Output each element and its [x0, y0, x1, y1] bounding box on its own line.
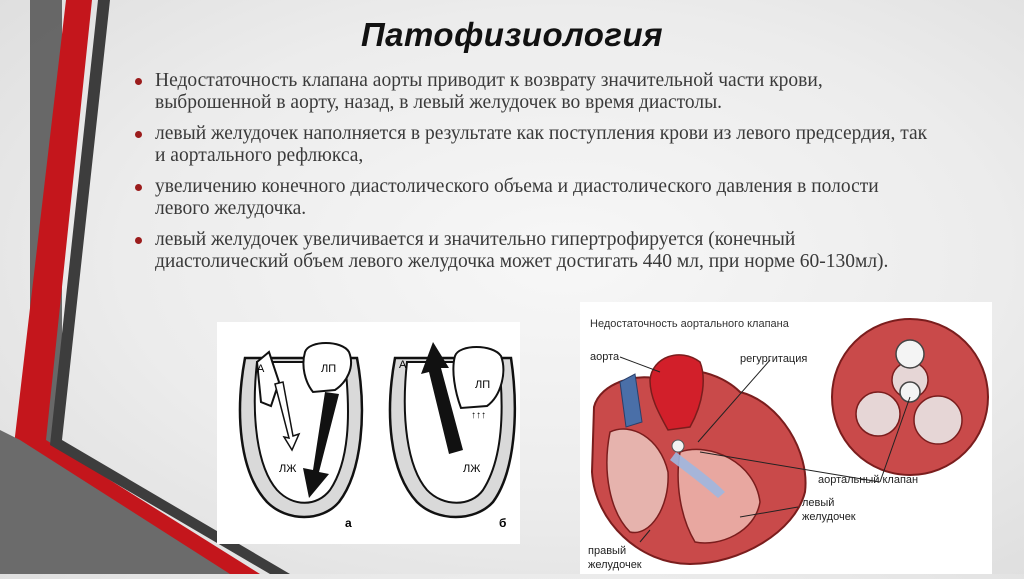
valve-opening	[914, 396, 962, 444]
slide-title: Патофизиология	[360, 16, 664, 53]
heart-schematic-figure	[217, 322, 520, 544]
heart-cross-section	[592, 355, 806, 564]
bullet-item	[132, 176, 932, 220]
bullet-list	[132, 70, 932, 282]
aortic-valve-point	[672, 440, 684, 452]
leader-line	[620, 357, 660, 372]
mitral-flow-arrows: ↑↑↑	[471, 410, 486, 421]
label-ventricle: ЛЖ	[463, 463, 481, 475]
bullet-item	[132, 229, 932, 273]
heart-schematic-drawing	[217, 322, 520, 544]
label-left-ventricle-1: левый	[802, 497, 835, 509]
bullet-dot	[135, 184, 142, 191]
label-aorta: А	[399, 359, 407, 371]
label-aortic-valve: аортальный клапан	[818, 474, 919, 486]
bullet-text: Недостаточность клапана аорты приводит к возврату значительной части крови, выброшенной в аорту, назад, в левый желудочек во время диастолы.	[155, 70, 823, 113]
decor-gray-wedge	[0, 430, 230, 574]
bullet-dot	[135, 237, 142, 244]
bullet-text: увеличению конечного диастолического объема и диастолического давления в полости левого желудочка.	[155, 176, 879, 219]
label-right-ventricle-1: правый	[588, 545, 627, 557]
label-right-ventricle-2: желудочек	[588, 559, 642, 571]
schematic-panel-b	[390, 342, 515, 530]
bullet-text: левый желудочек увеличивается и значительно гипертрофируется (конечный диастолический объем левого желудочка может достигать 440 мл, при норме 60-130мл).	[155, 229, 889, 272]
label-aorta: аорта	[590, 351, 620, 363]
label-atrium: ЛП	[321, 363, 337, 375]
label-left-ventricle-2: желудочек	[802, 511, 856, 523]
bullet-item	[132, 70, 932, 114]
label-regurgitation: регургитация	[740, 353, 808, 365]
label-caption: б	[499, 516, 507, 530]
illustration-title: Недостаточность аортального клапана	[590, 318, 789, 330]
anatomy-drawing	[580, 302, 992, 574]
bullet-dot	[135, 78, 142, 85]
label-caption: а	[345, 516, 352, 530]
aortic-valve-cusps	[900, 382, 920, 402]
bullet-text: левый желудочек наполняется в результате как поступления крови из левого предсердия, так и аортального рефлюкса,	[155, 123, 928, 166]
valve-opening	[856, 392, 900, 436]
bullet-dot	[135, 131, 142, 138]
label-ventricle: ЛЖ	[279, 463, 297, 475]
label-atrium: ЛП	[475, 379, 491, 391]
bullet-item	[132, 123, 932, 167]
aortic-insufficiency-illustration	[580, 302, 992, 574]
aortic-valve-cusps	[896, 340, 924, 368]
schematic-panel-a	[240, 343, 362, 530]
label-aorta: А	[257, 363, 265, 375]
